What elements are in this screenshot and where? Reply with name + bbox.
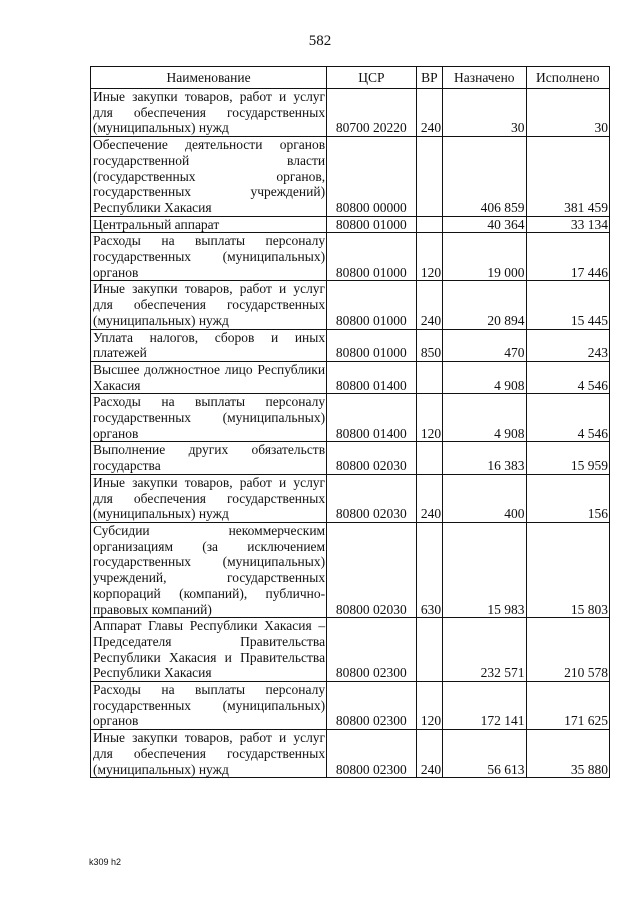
row-vr: 240: [416, 281, 442, 329]
row-executed: 15 959: [526, 442, 609, 474]
row-assigned: 19 000: [443, 233, 526, 281]
row-executed: 17 446: [526, 233, 609, 281]
row-executed: 171 625: [526, 682, 609, 730]
row-csr: 80800 01400: [327, 361, 417, 393]
row-assigned: 56 613: [443, 730, 526, 778]
row-name: Выполнение других обязательств государства: [91, 442, 327, 474]
table-row: [91, 329, 610, 361]
table-row: [91, 216, 610, 233]
row-assigned: 406 859: [443, 137, 526, 217]
row-csr: 80800 02030: [327, 522, 417, 617]
row-csr: 80800 01400: [327, 394, 417, 442]
row-csr: 80800 02030: [327, 442, 417, 474]
row-executed: 4 546: [526, 394, 609, 442]
row-name: Иные закупки товаров, работ и услуг для обеспечения государственных (муниципальных) нужд: [91, 89, 327, 137]
header-vr: ВР: [416, 67, 442, 89]
row-assigned: 30: [443, 89, 526, 137]
row-executed: 4 546: [526, 361, 609, 393]
row-csr: 80800 02300: [327, 618, 417, 682]
row-name: Иные закупки товаров, работ и услуг для обеспечения государственных (муниципальных) нужд: [91, 730, 327, 778]
header-csr: ЦСР: [327, 67, 417, 89]
table-row: [91, 281, 610, 329]
row-vr: [416, 137, 442, 217]
row-name: Расходы на выплаты персоналу государственных (муниципальных) органов: [91, 394, 327, 442]
table-row: [91, 618, 610, 682]
table-row: [91, 394, 610, 442]
table-row: [91, 442, 610, 474]
row-name: Расходы на выплаты персоналу государственных (муниципальных) органов: [91, 682, 327, 730]
row-csr: 80800 00000: [327, 137, 417, 217]
row-name: Иные закупки товаров, работ и услуг для обеспечения государственных (муниципальных) нужд: [91, 474, 327, 522]
row-csr: 80800 02300: [327, 682, 417, 730]
row-executed: 30: [526, 89, 609, 137]
row-assigned: 470: [443, 329, 526, 361]
row-vr: 120: [416, 394, 442, 442]
row-name: Уплата налогов, сборов и иных платежей: [91, 329, 327, 361]
row-executed: 381 459: [526, 137, 609, 217]
row-csr: 80800 01000: [327, 329, 417, 361]
row-assigned: 400: [443, 474, 526, 522]
row-csr: 80800 01000: [327, 281, 417, 329]
row-csr: 80800 01000: [327, 233, 417, 281]
row-vr: 850: [416, 329, 442, 361]
table-row: [91, 682, 610, 730]
row-executed: 33 134: [526, 216, 609, 233]
table-header-row: [91, 67, 610, 89]
row-assigned: 16 383: [443, 442, 526, 474]
table-row: [91, 137, 610, 217]
header-assigned: Назначено: [443, 67, 526, 89]
table-row: [91, 522, 610, 617]
row-csr: 80800 01000: [327, 216, 417, 233]
row-vr: 120: [416, 682, 442, 730]
footer-code: k309 h2: [89, 857, 122, 867]
row-executed: 35 880: [526, 730, 609, 778]
row-vr: 120: [416, 233, 442, 281]
row-executed: 15 445: [526, 281, 609, 329]
table-row: [91, 474, 610, 522]
row-name: Центральный аппарат: [91, 216, 327, 233]
row-assigned: 40 364: [443, 216, 526, 233]
row-vr: [416, 442, 442, 474]
row-executed: 210 578: [526, 618, 609, 682]
row-name: Иные закупки товаров, работ и услуг для обеспечения государственных (муниципальных) нужд: [91, 281, 327, 329]
row-vr: [416, 216, 442, 233]
page-number: 582: [308, 33, 332, 49]
row-assigned: 4 908: [443, 361, 526, 393]
row-vr: [416, 361, 442, 393]
row-vr: [416, 618, 442, 682]
row-executed: 15 803: [526, 522, 609, 617]
row-assigned: 172 141: [443, 682, 526, 730]
row-vr: 240: [416, 89, 442, 137]
row-name: Аппарат Главы Республики Хакасия – Председателя Правительства Республики Хакасия и Правительства Республики Хакасия: [91, 618, 327, 682]
header-name: Наименование: [91, 67, 327, 89]
row-name: Высшее должностное лицо Республики Хакасия: [91, 361, 327, 393]
table-row: [91, 233, 610, 281]
header-executed: Исполнено: [526, 67, 609, 89]
row-assigned: 232 571: [443, 618, 526, 682]
row-assigned: 4 908: [443, 394, 526, 442]
row-name: Субсидии некоммерческим организациям (за исключением государственных (муниципальных) учреждений, государственных корпораций (компаний), публично-правовых компаний): [91, 522, 327, 617]
row-csr: 80800 02030: [327, 474, 417, 522]
row-vr: 240: [416, 730, 442, 778]
row-assigned: 20 894: [443, 281, 526, 329]
row-vr: 630: [416, 522, 442, 617]
table-row: [91, 730, 610, 778]
row-csr: 80700 20220: [327, 89, 417, 137]
row-executed: 156: [526, 474, 609, 522]
row-name: Обеспечение деятельности органов государственной власти (государственных органов, государственных учреждений) Республики Хакасия: [91, 137, 327, 217]
table-row: [91, 89, 610, 137]
row-assigned: 15 983: [443, 522, 526, 617]
row-vr: 240: [416, 474, 442, 522]
budget-table: [90, 66, 610, 778]
table-row: [91, 361, 610, 393]
row-name: Расходы на выплаты персоналу государственных (муниципальных) органов: [91, 233, 327, 281]
row-csr: 80800 02300: [327, 730, 417, 778]
row-executed: 243: [526, 329, 609, 361]
